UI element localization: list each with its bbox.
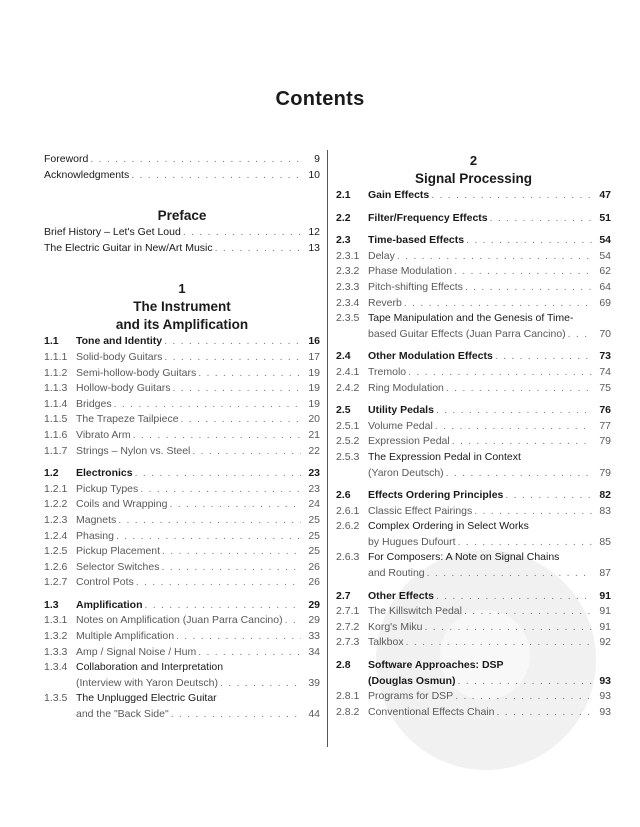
toc-subsection[interactable]: 1.1.6 Vibrato Arm . . . 21: [44, 428, 320, 444]
toc-subsection-2-6-3[interactable]: 2.6.3 For Composers: A Note on Signal Chains and Routing . . . 87: [336, 550, 611, 581]
column-divider: [327, 150, 328, 747]
toc-subsection[interactable]: 1.1.5 The Trapeze Tailpiece . . . 20: [44, 412, 320, 428]
toc-subsection[interactable]: 1.1.1 Solid-body Guitars . . . 17: [44, 350, 320, 366]
toc-entry-foreword[interactable]: Foreword . . . 9: [44, 152, 320, 168]
toc-subsection[interactable]: 2.6.1 Classic Effect Pairings . . . 83: [336, 504, 611, 520]
toc-subsection[interactable]: 2.7.3 Talkbox . . . 92: [336, 635, 611, 651]
toc-subsection[interactable]: 2.7.2 Korg's Miku . . . 91: [336, 620, 611, 636]
toc-subsection[interactable]: 2.7.1 The Killswitch Pedal . . . 91: [336, 604, 611, 620]
toc-subsection[interactable]: 1.2.3 Magnets . . . 25: [44, 513, 320, 529]
toc-subsection[interactable]: 1.2.2 Coils and Wrapping . . . 24: [44, 497, 320, 513]
chapter-1-title-line2: and its Amplification: [115, 317, 249, 333]
toc-entry-electric-guitar-new-art[interactable]: The Electric Guitar in New/Art Music . . . 13: [44, 241, 320, 257]
toc-subsection[interactable]: 1.1.4 Bridges . . . 19: [44, 397, 320, 413]
toc-subsection[interactable]: 1.1.2 Semi-hollow-body Guitars . . . 19: [44, 366, 320, 382]
toc-subsection[interactable]: 2.3.1 Delay . . . 54: [336, 249, 611, 265]
toc-subsection-2-3-5[interactable]: 2.3.5 Tape Manipulation and the Genesis of Time- based Guitar Effects (Juan Parra Cancino) . . . 70: [336, 311, 611, 342]
toc-subsection[interactable]: 1.3.3 Amp / Signal Noise / Hum . . . 34: [44, 645, 320, 661]
toc-section-2-4[interactable]: 2.4 Other Modulation Effects . . . 73: [336, 349, 611, 365]
chapter-1-number: 1: [178, 281, 186, 297]
preface-heading: Preface: [157, 208, 207, 224]
toc-entry-brief-history[interactable]: Brief History – Let's Get Loud . . . 12: [44, 225, 320, 241]
toc-section-2-3[interactable]: 2.3 Time-based Effects . . . 54: [336, 233, 611, 249]
toc-subsection[interactable]: 2.3.4 Reverb . . . 69: [336, 296, 611, 312]
toc-section-2-7[interactable]: 2.7 Other Effects . . . 91: [336, 589, 611, 605]
chapter-2-title: Signal Processing: [414, 171, 533, 186]
toc-subsection[interactable]: 2.8.1 Programs for DSP . . . 93: [336, 689, 611, 705]
toc-subsection[interactable]: 1.2.7 Control Pots . . . 26: [44, 575, 320, 591]
toc-subsection[interactable]: 1.2.4 Phasing . . . 25: [44, 529, 320, 545]
toc-subsection[interactable]: 2.8.2 Conventional Effects Chain . . . 93: [336, 705, 611, 721]
chapter-1-title-line1: The Instrument: [133, 299, 231, 315]
toc-subsection[interactable]: 2.3.2 Phase Modulation . . . 62: [336, 264, 611, 280]
toc-subsection[interactable]: 2.5.1 Volume Pedal . . . 77: [336, 419, 611, 435]
toc-section-2-5[interactable]: 2.5 Utility Pedals . . . 76: [336, 403, 611, 419]
toc-section-2-1[interactable]: 2.1 Gain Effects . . . 47: [336, 188, 611, 204]
toc-entry-acknowledgments[interactable]: Acknowledgments . . . 10: [44, 168, 320, 184]
toc-subsection[interactable]: 1.2.5 Pickup Placement . . . 25: [44, 544, 320, 560]
toc-subsection[interactable]: 2.3.3 Pitch-shifting Effects . . . 64: [336, 280, 611, 296]
left-column: [44, 152, 320, 723]
toc-section-1-2[interactable]: 1.2 Electronics . . . 23: [44, 466, 320, 482]
toc-subsection[interactable]: 2.4.1 Tremolo . . . 74: [336, 365, 611, 381]
toc-subsection[interactable]: 1.3.2 Multiple Amplification . . . 33: [44, 629, 320, 645]
toc-subsection[interactable]: 1.1.7 Strings – Nylon vs. Steel . . . 22: [44, 444, 320, 460]
page-title: Contents: [275, 88, 365, 110]
toc-subsection[interactable]: 2.5.2 Expression Pedal . . . 79: [336, 434, 611, 450]
toc-subsection-1-3-4[interactable]: 1.3.4 Collaboration and Interpretation (Interview with Yaron Deutsch) . . . 39: [44, 660, 320, 691]
toc-section-2-8[interactable]: 2.8 Software Approaches: DSP (Douglas Osmun) . . . 93: [336, 658, 611, 689]
toc-section-1-3[interactable]: 1.3 Amplification . . . 29: [44, 598, 320, 614]
toc-subsection-2-6-2[interactable]: 2.6.2 Complex Ordering in Select Works by Hugues Dufourt . . . 85: [336, 519, 611, 550]
toc-subsection[interactable]: 1.2.6 Selector Switches . . . 26: [44, 560, 320, 576]
toc-section-2-6[interactable]: 2.6 Effects Ordering Principles . . . 82: [336, 488, 611, 504]
toc-section-2-2[interactable]: 2.2 Filter/Frequency Effects . . . 51: [336, 211, 611, 227]
chapter-2-number: 2: [469, 153, 478, 168]
toc-subsection[interactable]: 1.3.1 Notes on Amplification (Juan Parra Cancino) . . . 29: [44, 613, 320, 629]
toc-subsection[interactable]: 2.4.2 Ring Modulation . . . 75: [336, 381, 611, 397]
right-column: [336, 152, 611, 720]
toc-subsection[interactable]: 1.1.3 Hollow-body Guitars . . . 19: [44, 381, 320, 397]
toc-subsection-2-5-3[interactable]: 2.5.3 The Expression Pedal in Context (Yaron Deutsch) . . . 79: [336, 450, 611, 481]
toc-section-1-1[interactable]: 1.1 Tone and Identity . . . 16: [44, 334, 320, 350]
toc-subsection[interactable]: 1.2.1 Pickup Types . . . 23: [44, 482, 320, 498]
toc-subsection-1-3-5[interactable]: 1.3.5 The Unplugged Electric Guitar and the "Back Side" . . . 44: [44, 691, 320, 722]
